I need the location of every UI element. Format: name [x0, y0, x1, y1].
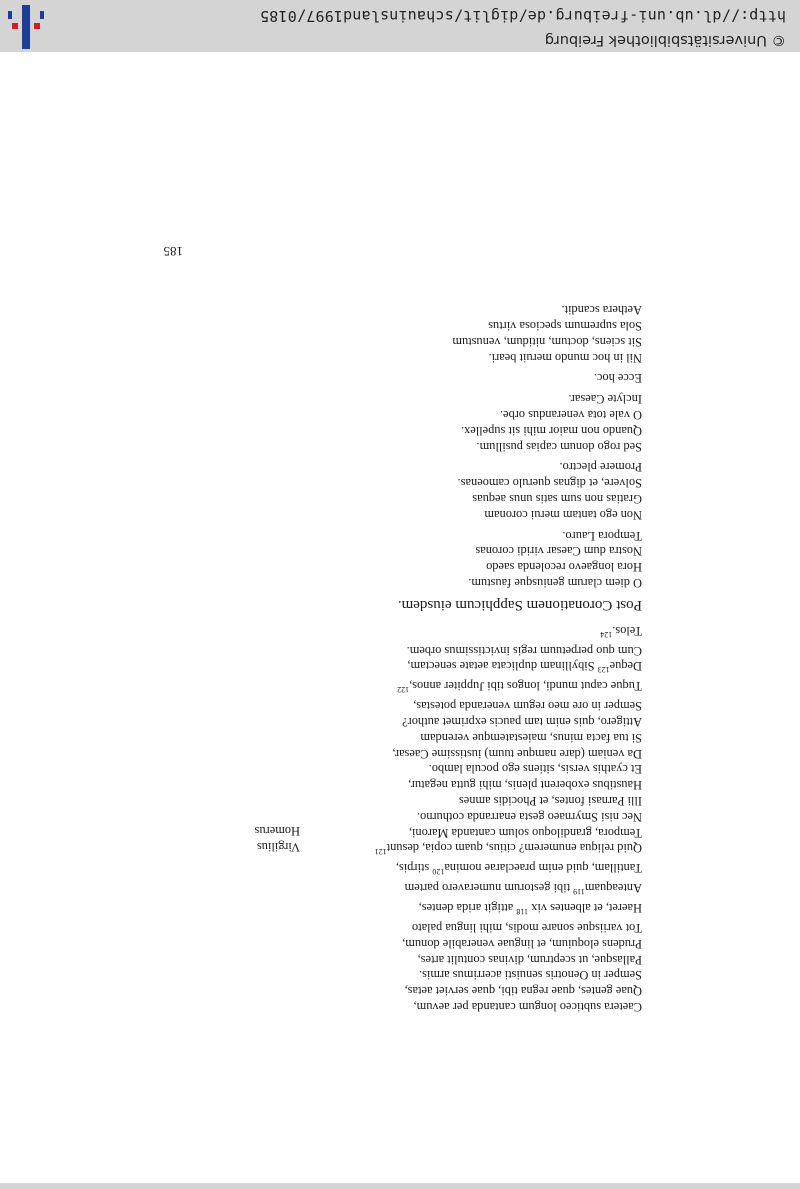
poem-line: Illi Parnasi fontes, et Phocidis amnes — [458, 793, 642, 808]
margin-note-virgilius: Virgilius — [256, 840, 300, 854]
source-url[interactable]: http://dl.ub.uni-freiburg.de/diglit/schauinsland1997/0185 — [259, 7, 786, 25]
poem-line: Caetera subticeo longum cantanda per aevum, — [413, 1000, 642, 1014]
poem-line: Sed rogo donum capias pusillum. — [476, 439, 642, 454]
ub-freiburg-logo-icon — [8, 5, 44, 49]
poem-line: Et cyathis versis, sitiens ego pocula lambo. — [428, 762, 642, 777]
poem-line: Aethera scandit. — [561, 303, 642, 318]
poem-line: Si tua facta minus, maiestatemque verendam — [420, 730, 642, 745]
poem-line: Hora longaevo recolenda saedo — [486, 560, 642, 575]
footer-bar — [0, 0, 800, 52]
poem-line: Promere plectro. — [559, 460, 642, 475]
poem-line: Inclyte Caesar. — [568, 392, 642, 407]
poem-line: Tempora Lauro. — [562, 528, 642, 543]
poem-line: Cum quo perpetuum regis invictissimus orbem. — [406, 643, 642, 658]
poem-line: Semper in ore meo regum veneranda potestas, — [413, 699, 642, 714]
poem-line: Nil in hoc mundo meruit beari. — [488, 350, 642, 365]
poem-line: Quae gentes, quae regna tibi, quae serviet aetas, — [404, 984, 642, 999]
poem-line: Attigero, quis enim tam paucis exprimet author? — [402, 714, 642, 729]
poem-line: Prudens eloquium, et linguae venerabile donum, — [402, 936, 642, 951]
top-strip — [0, 1183, 800, 1189]
poem-line: Tuque caput mundi, longos tibi Juppiter annos,$^{122}$ — [397, 679, 642, 695]
poem-line: Deque$^{123}$ Sibyllinam duplicata aetate senectam, — [407, 659, 642, 675]
page-number: 185 — [163, 244, 183, 259]
poem-line: Ecce hoc. — [593, 371, 642, 386]
poem-line: Quando non maior mihi sit supellex. — [460, 423, 642, 438]
poem-line: Quid reliqua enumerem? citius, quam copia, desunt$^{121}$ — [374, 841, 642, 857]
copyright-text: © Universitätsbibliothek Freiburg — [544, 32, 786, 48]
poem-line: O diem clarum geniusque faustum. — [468, 576, 642, 590]
poem-line: Sola supremum speciosa virtus — [488, 319, 642, 334]
poem-line: Haeret, et albentes vix $^{118}$ attigit arida dentes, — [418, 901, 642, 917]
poem-line: Non ego tantam merui coronam — [484, 507, 642, 522]
poem-line: Tantillam, quid enim praeclarae nomina$^{120}$ stirpis, — [395, 861, 642, 877]
poem-line: Semper in Oenotris senuisti acerrimus armis. — [419, 968, 642, 983]
poem-line: Haustibus exoberent plenis, mihi gutta negatur, — [408, 778, 642, 793]
poem-line: Tot variisque sonare modis, mihi lingua palato — [411, 921, 642, 936]
poem-line: Nec nisi Smyrnaeo gesta enarranda cothurno. — [416, 809, 642, 824]
margin-note-homerus: Homerus — [254, 824, 300, 838]
poem-line: Sit sciens, doctum, nitidum, venustum — [452, 334, 642, 349]
poem-text — [152, 301, 642, 1014]
poem-line: Solvere, et dignas querulo camoenas. — [457, 476, 642, 491]
poem-line: Nostra dum Caesar viridi coronas — [475, 544, 642, 559]
poem-line: Da veniam (dare namque tuum) iustissime Caesar, — [392, 746, 642, 761]
poem-end: Telos.$^{124}$ — [600, 623, 642, 639]
poem-line: Tempora, grandiloquo solum cantanda Maroni, — [408, 825, 642, 840]
poem-line: O vale tota venerandus orbe. — [499, 408, 642, 423]
poem-line: Anteaquam$^{119}$ tibi gestorum numeravero partem — [404, 881, 642, 897]
poem-line: Gratias non sum satis unus aequas — [472, 492, 642, 507]
section-heading: Post Coronationem Sapphicum eiusdem. — [397, 596, 642, 613]
poem-line: Pallasque, ut sceptrum, divinas contulit artes, — [417, 952, 642, 967]
